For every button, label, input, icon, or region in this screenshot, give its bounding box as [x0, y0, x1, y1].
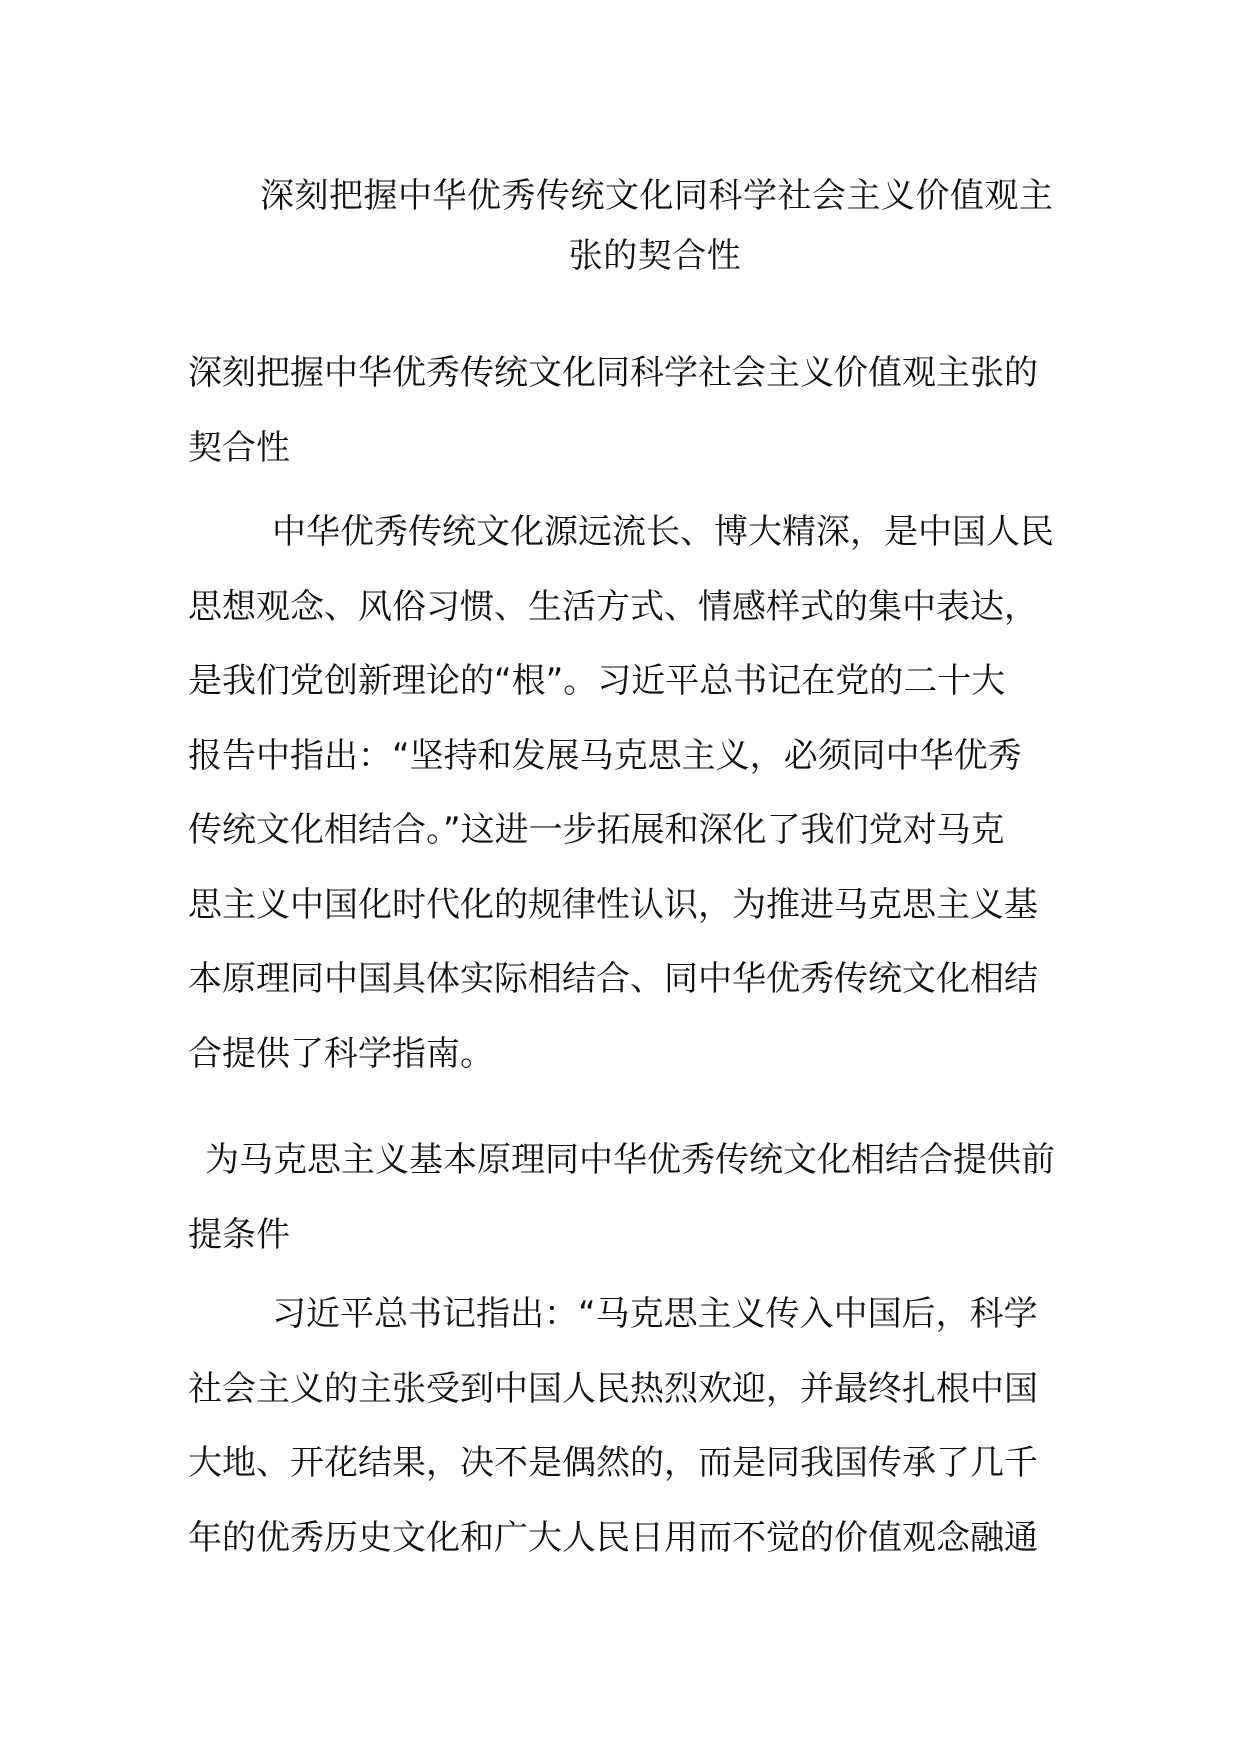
heading-line-2: 提条件 [188, 1215, 290, 1255]
subtitle-line-1: 深刻把握中华优秀传统文化同科学社会主义价值观主张的 [188, 353, 1038, 393]
title-line-2: 张的契合性 [568, 236, 742, 276]
title-line-1: 深刻把握中华优秀传统文化同科学社会主义价值观主 [260, 176, 1054, 216]
paragraph-section [188, 1277, 1058, 1575]
paragraph-line: 合提供了科学指南。 [188, 1033, 494, 1074]
heading-line-1: 为马克思主义基本原理同中华优秀传统文化相结合提供前 [205, 1140, 1055, 1180]
paragraph-line: 中华优秀传统文化源远流长、博大精深，是中国人民 [272, 512, 1054, 552]
subtitle-line-2: 契合性 [188, 428, 290, 468]
paragraph-line: 报告中指出：“坚持和发展马克思主义，必须同中华优秀 [188, 735, 1022, 776]
paragraph-line: 大地、开花结果，决不是偶然的，而是同我国传承了几千 [188, 1443, 1038, 1483]
document-title [260, 166, 1054, 286]
section-heading [188, 1123, 1058, 1273]
paragraph-line: 是我们党创新理论的“根”。习近平总书记在党的二十大 [188, 661, 1006, 701]
paragraph-line: 思主义中国化时代化的规律性认识，为推进马克思主义基 [188, 884, 1038, 925]
document-subtitle [188, 336, 1058, 486]
paragraph-line: 年的优秀历史文化和广大人民日用而不觉的价值观念融通 [188, 1517, 1038, 1558]
paragraph-line: 习近平总书记指出：“马克思主义传入中国后，科学 [272, 1294, 1038, 1334]
paragraph-line: 本原理同中国具体实际相结合、同中华优秀传统文化相结 [188, 959, 1038, 999]
paragraph-line: 传统文化相结合。”这进一步拓展和深化了我们党对马克 [188, 810, 1005, 850]
paragraph-line: 社会主义的主张受到中国人民热烈欢迎，并最终扎根中国 [188, 1368, 1038, 1409]
paragraph-line: 思想观念、风俗习惯、生活方式、情感样式的集中表达， [188, 586, 1038, 627]
paragraph-intro [188, 495, 1058, 1091]
